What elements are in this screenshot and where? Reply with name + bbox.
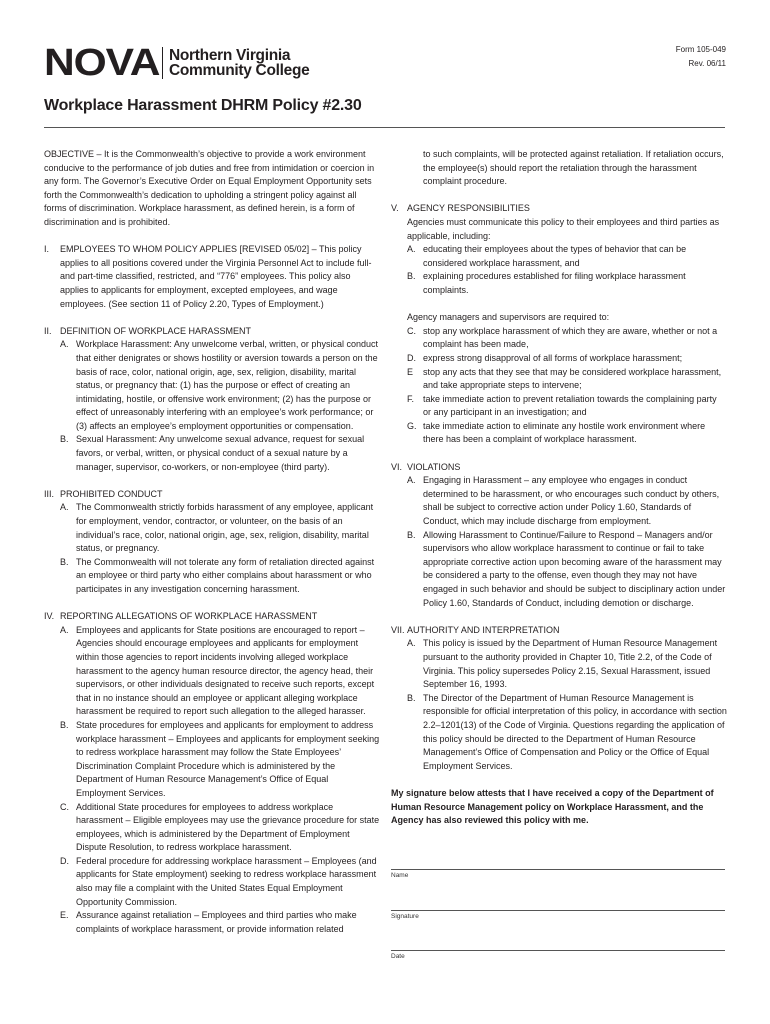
section-5-managers [391, 311, 727, 447]
signature-label: Signature [391, 913, 419, 920]
section-4-continued [391, 148, 727, 189]
item-letter: A. [60, 339, 69, 350]
item-text: Assurance against retaliation – Employees and third parties who make complaints of workplace harassment, or provide information related [76, 910, 357, 934]
logo-mark: NOVA [44, 42, 160, 84]
item-text: educating their employees about the types of behavior that can be considered workplace harassment, and [423, 244, 687, 268]
list-item [44, 556, 380, 597]
form-number: Form 105-049 [675, 45, 726, 54]
section-4 [44, 610, 380, 936]
item-text: The Commonwealth will not tolerate any form of retaliation directed against an employee or third party who either complains about harassment or who participates in any investigation concerning harassment. [76, 556, 375, 594]
item-letter: B. [407, 692, 416, 703]
item-text: stop any acts that they see that may be considered workplace harassment, and take appropriate steps to intervene; [423, 366, 722, 391]
item-letter: C. [407, 325, 416, 336]
item-letter: B. [60, 719, 69, 730]
list-item [391, 243, 727, 270]
item-letter: A. [407, 475, 416, 486]
section-number: I. [44, 244, 50, 255]
objective-text: OBJECTIVE – It is the Commonwealth’s objective to provide a work environment conducive to the performance of job duties and free from intimidation or coercion in any form. The Governor’s Executive Order on Equal Employment Opportunity sets forth the Commonwealth’s dedication to upholding a stringent policy against all forms of discrimination. Workplace harassment, as defined herein, is a form of discrimination and is prohibited. [44, 149, 375, 227]
name-field[interactable] [391, 869, 725, 870]
item-text: express strong disapproval of all forms of workplace harassment; [423, 352, 683, 363]
signature-field[interactable] [391, 910, 725, 911]
right-column [391, 148, 727, 828]
list-item [44, 624, 380, 719]
list-item [391, 270, 727, 297]
item-text: Additional State procedures for employees to address workplace harassment – Eligible employees may use the grievance procedure for state employees, which is administered by the Department of Employment Dispute Resolution, to redress workplace harassment. [76, 801, 380, 853]
date-label: Date [391, 953, 405, 960]
item-text: The Director of the Department of Human Resource Management is responsible for official interpretation of this policy, in accordance with section 2.2–1201(13) of the Code of Virginia. Questions regarding the application of this policy should be directed to the Department of Human Resource Management’s Office of Compensation and Policy or the Office of Equal Employment Services. [423, 692, 727, 771]
section-intro: Agencies must communicate this policy to their employees and third parties as applicable, including: [407, 216, 720, 241]
section-number: III. [44, 488, 55, 499]
item-letter: C. [60, 801, 69, 812]
item-text: Employees and applicants for State positions are encouraged to report – Agencies should encourage employees and applicants for employment within those agencies to report incidents involving alleged workplace harassment to the agency human resource director, the agency head, their supervisors, or other individuals designated to receive such reports, except that in no instance should an employee or applicant alleging workplace harassment be required to report such allegation to the alleged harasser. [76, 624, 375, 717]
list-item [391, 529, 727, 611]
page-title: Workplace Harassment DHRM Policy #2.30 [44, 97, 362, 114]
item-letter: F. [407, 393, 415, 404]
item-text: This policy is issued by the Department of Human Resource Management pursuant to the authority provided in Chapter 10, Title 2.2, of the Code of Virginia. This policy supersedes Policy 2.15, Sexual Harassment, issued September 16, 1993. [423, 638, 718, 690]
section-number: IV. [44, 611, 55, 622]
item-letter: E [407, 366, 414, 377]
item-letter: E. [60, 910, 69, 921]
section-heading: DEFINITION OF WORKPLACE HARASSMENT [60, 325, 252, 336]
section-3 [44, 488, 380, 597]
item-letter: A. [407, 638, 416, 649]
item-letter: B. [407, 271, 416, 282]
section-2 [44, 325, 380, 475]
list-item [391, 474, 727, 528]
logo-name-line1: Northern Virginia [169, 47, 291, 64]
section-5 [391, 202, 727, 297]
logo-name-line2: Community College [169, 62, 310, 79]
list-item [44, 909, 380, 936]
list-item [391, 352, 727, 366]
list-item [391, 366, 727, 393]
date-field[interactable] [391, 950, 725, 951]
item-letter: B. [60, 556, 69, 567]
left-column [44, 148, 380, 936]
list-item [44, 501, 380, 555]
list-item [391, 637, 727, 691]
list-item [44, 338, 380, 433]
list-item [44, 433, 380, 474]
section-6 [391, 461, 727, 611]
item-text: stop any workplace harassment of which they are aware, whether or not a complaint has been made, [423, 325, 718, 350]
section-number: VII. [391, 624, 405, 635]
item-text: Engaging in Harassment – any employee who engages in conduct determined to be harassment, or who encourages such conduct by others, shall be subject to corrective action under Policy 1.60, Standards of Conduct, which may include discharge from employment. [423, 475, 720, 527]
section-intro: Agency managers and supervisors are required to: [407, 312, 610, 323]
item-text-continued: to such complaints, will be protected against retaliation. If retaliation occurs, the employee(s) should report the retaliation through the harassment complaint procedure. [423, 149, 724, 187]
section-1 [44, 243, 380, 311]
section-number: VI. [391, 461, 403, 472]
item-text: Workplace Harassment: Any unwelcome verbal, written, or physical conduct that either denigrates or shows hostility or aversion towards a person on the basis of race, color, national origin, age, sex, religion, disability, marital status, or pregnancy that: (1) has the purpose or effect of creating an intimidating, hostile, or offensive work environment; (2) has the purpose or effect of unreasonably interfering with an employee’s work performance; or (3) affects an employee’s employment opportunities or compensation. [76, 339, 378, 431]
list-item [44, 801, 380, 855]
list-item [391, 393, 727, 420]
list-item [391, 692, 727, 774]
item-letter: D. [60, 855, 69, 866]
list-item [391, 420, 727, 447]
name-label: Name [391, 872, 409, 879]
list-item [391, 325, 727, 352]
section-number: V. [391, 203, 399, 214]
section-7 [391, 624, 727, 774]
item-text: Federal procedure for addressing workplace harassment – Employees (and applicants for State employment) seeking to redress workplace harassment also may file a complaint with the United States Equal Employment Opportunity Commission. [76, 855, 377, 907]
section-heading: REPORTING ALLEGATIONS OF WORKPLACE HARASSMENT [60, 611, 318, 622]
college-logo [44, 42, 310, 84]
section-heading: AGENCY RESPONSIBILITIES [407, 203, 530, 214]
item-letter: D. [407, 352, 416, 363]
item-letter: B. [60, 434, 69, 445]
item-text: Allowing Harassment to Continue/Failure to Respond – Managers and/or supervisors who allow workplace harassment to continue or fail to take appropriate corrective action upon becoming aware of the harassment may be considered a party to the offense, even though they may not have engaged in such behavior and should be subject to disciplinary action under Policy 1.60, Standards of Conduct, including demotion or discharge. [423, 529, 726, 608]
form-revision: Rev. 06/11 [688, 59, 726, 68]
item-text: Sexual Harassment: Any unwelcome sexual advance, request for sexual favors, or verbal, written, or physical conduct of a sexual nature by a manager, supervisor, co-workers, or non-employee (third party). [76, 434, 365, 472]
item-text: The Commonwealth strictly forbids harassment of any employee, applicant for employment, vendor, contractor, or volunteer, on the basis of an individual’s race, color, national origin, age, sex, religion, disability, marital status, or pregnancy. [76, 502, 374, 554]
list-item [44, 855, 380, 909]
section-text: EMPLOYEES TO WHOM POLICY APPLIES [REVISED 05/02] – This policy applies to all positions covered under the Virginia Personnel Act to include full- and part-time classified, restricted, and “776” employees. This policy also applies to applicants for employment, excepted employees, and wage employees. (See section 11 of Policy 2.20, Types of Employment.) [60, 244, 372, 309]
section-number: II. [44, 325, 52, 336]
objective-section [44, 148, 380, 230]
item-text: State procedures for employees and applicants for employment to address workplace harassment – Employees and applicants for employment seeking to redress workplace harassment may follow the State Employees’ Discrimination Complaint Procedure which is administered by the Department of Human Resource Management’s Office of Equal Employment Services. [76, 719, 380, 798]
item-text: take immediate action to eliminate any hostile work environment where there has been a complaint of workplace harassment. [423, 420, 706, 445]
item-letter: B. [407, 529, 416, 540]
title-divider [44, 127, 725, 128]
logo-name [169, 48, 309, 78]
attestation-statement: My signature below attests that I have received a copy of the Department of Human Resource Management policy on Workplace Harassment, and the Agency has also reviewed this policy with me. [391, 787, 714, 826]
list-item [44, 719, 380, 801]
item-letter: A. [60, 624, 69, 635]
item-letter: G. [407, 420, 417, 431]
form-identifier [676, 43, 726, 71]
item-text: take immediate action to prevent retaliation towards the complaining party or any participant in an investigation; and [423, 393, 717, 418]
item-text: explaining procedures established for filing workplace harassment complaints. [423, 271, 686, 295]
item-letter: A. [407, 244, 416, 255]
section-heading: AUTHORITY AND INTERPRETATION [407, 624, 560, 635]
item-letter: A. [60, 502, 69, 513]
section-heading: PROHIBITED CONDUCT [60, 488, 163, 499]
section-heading: VIOLATIONS [407, 461, 461, 472]
